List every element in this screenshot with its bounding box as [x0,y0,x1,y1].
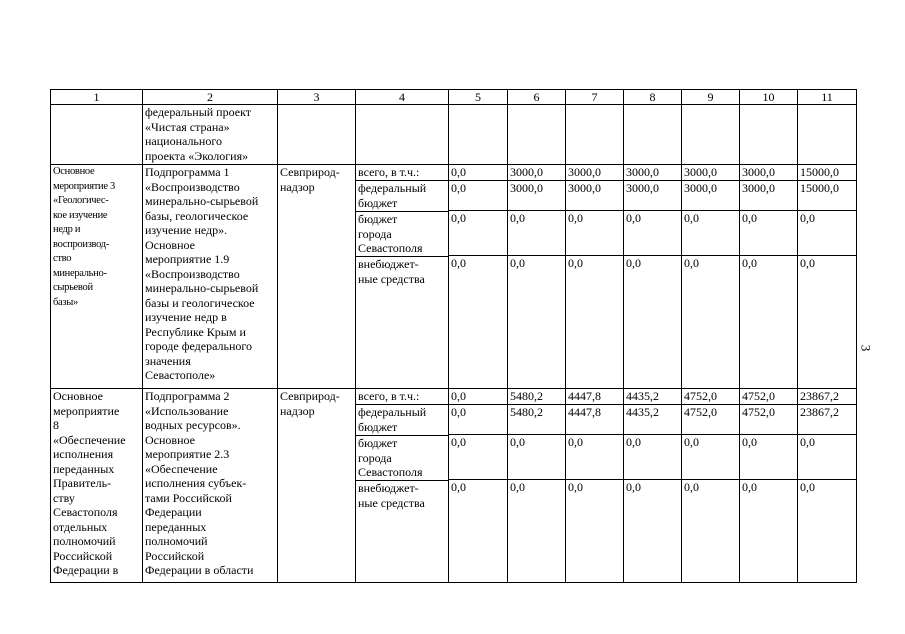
block1-v8-extra: 0,0 [626,255,641,270]
block2-v7-federal: 4447,8 [566,405,623,435]
block1-v5-city: 0,0 [449,211,507,256]
block2-v5-federal: 0,0 [449,405,507,435]
block2-v10-extra: 0,0 [742,479,757,494]
block2-v5-extra: 0,0 [451,479,466,494]
block1-row [51,165,857,389]
block2-col10-cell [740,389,798,583]
block1-col10-cell [740,165,798,389]
block2-v7-total: 4447,8 [566,389,623,405]
header-col-5: 5 [449,90,508,105]
block1-v6-federal: 3000,0 [508,181,565,211]
block1-col9-cell [682,165,740,389]
header-col-11: 11 [798,90,857,105]
block2-v9-total: 4752,0 [682,389,739,405]
continuation-row [51,105,857,165]
block2-source-federal: федеральный бюджет [356,405,448,436]
block1-activity-text: Основное мероприятие 3 «Геологичес- кое изучение недр и воспроизвод- ство минерально- сырьевой базы» [53,166,115,308]
header-col-7: 7 [566,90,624,105]
block1-v7-federal: 3000,0 [566,181,623,211]
block2-source-total: всего, в т.ч.: [356,389,448,405]
block1-v6-city: 0,0 [508,211,565,256]
block2-v11-total: 23867,2 [798,389,856,405]
block2-v10-federal: 4752,0 [740,405,797,435]
header-col-9: 9 [682,90,740,105]
block1-col7-cell [566,165,624,389]
block2-activity-text: Основное мероприятие 8 «Обеспечение исполнения переданных Правитель- ству Севастополя отдельных полномочий Российской Федерации в [53,389,126,577]
block2-v9-city: 0,0 [682,435,739,480]
header-col-1: 1 [51,90,143,105]
header-col-6: 6 [508,90,566,105]
block2-col7-cell [566,389,624,583]
block2-v6-extra: 0,0 [510,479,525,494]
block2-v6-total: 5480,2 [508,389,565,405]
block2-v8-total: 4435,2 [624,389,681,405]
block1-v11-extra: 0,0 [800,255,815,270]
continuation-col-1 [51,105,143,165]
block1-v8-city: 0,0 [624,211,681,256]
block2-v7-extra: 0,0 [568,479,583,494]
block1-v7-total: 3000,0 [566,165,623,181]
block2-v11-extra: 0,0 [800,479,815,494]
block1-v11-city: 0,0 [798,211,856,256]
block2-v9-federal: 4752,0 [682,405,739,435]
block1-v6-total: 3000,0 [508,165,565,181]
block1-col8-cell [624,165,682,389]
block1-source-federal: федеральный бюджет [356,181,448,212]
block1-executor-text: Севприрод- надзор [280,165,340,194]
block2-v6-federal: 5480,2 [508,405,565,435]
block2-sources-cell [356,389,449,583]
block2-v11-city: 0,0 [798,435,856,480]
block1-source-total: всего, в т.ч.: [356,165,448,181]
block1-v11-total: 15000,0 [798,165,856,181]
continuation-program-cell [143,105,278,165]
block2-v9-extra: 0,0 [684,479,699,494]
header-row [51,90,857,105]
block1-v7-city: 0,0 [566,211,623,256]
block1-v9-extra: 0,0 [684,255,699,270]
block1-activity-cell [51,165,143,389]
block1-v10-extra: 0,0 [742,255,757,270]
block1-v8-federal: 3000,0 [624,181,681,211]
header-col-10: 10 [740,90,798,105]
block2-v10-total: 4752,0 [740,389,797,405]
block2-row [51,389,857,583]
block1-v11-federal: 15000,0 [798,181,856,211]
header-col-2: 2 [143,90,278,105]
block2-source-city: бюджет города Севастополя [356,436,448,481]
block1-v9-total: 3000,0 [682,165,739,181]
block2-col6-cell [508,389,566,583]
page-number: 3 [858,344,874,352]
block2-v8-extra: 0,0 [626,479,641,494]
block1-sources-cell [356,165,449,389]
block1-v5-total: 0,0 [449,165,507,181]
block1-v6-extra: 0,0 [510,255,525,270]
block1-v10-total: 3000,0 [740,165,797,181]
block1-v5-federal: 0,0 [449,181,507,211]
block1-v9-federal: 3000,0 [682,181,739,211]
block1-v5-extra: 0,0 [451,255,466,270]
block1-col11-cell [798,165,857,389]
block2-col8-cell [624,389,682,583]
block2-v6-city: 0,0 [508,435,565,480]
block1-v9-city: 0,0 [682,211,739,256]
block1-v7-extra: 0,0 [568,255,583,270]
block2-col11-cell [798,389,857,583]
block2-v7-city: 0,0 [566,435,623,480]
block1-v10-city: 0,0 [740,211,797,256]
block2-col5-cell [449,389,508,583]
block1-v8-total: 3000,0 [624,165,681,181]
block1-col6-cell [508,165,566,389]
block1-program-text: Подпрограмма 1 «Воспроизводство минерально-сырьевой базы, геологическое изучение недр». Основное мероприятие 1.9 «Воспроизводство минерально-сырьевой базы и геологическое изучение недр в Республике Крым и городе федерального значения Севастополе» [145,165,259,382]
block2-program-cell [143,389,278,583]
header-col-4: 4 [356,90,449,105]
funding-table [50,89,857,583]
block1-program-cell [143,165,278,389]
block2-executor-cell [278,389,356,583]
block2-v5-total: 0,0 [449,389,507,405]
block2-program-text: Подпрограмма 2 «Использование водных ресурсов». Основное мероприятие 2.3 «Обеспечение исполнения субъек- тами Российской Федерации переданных полномочий Российской Федерации в области [145,389,254,577]
continuation-program-text: федеральный проект «Чистая страна» национального проекта «Экология» [145,105,251,163]
block2-v10-city: 0,0 [740,435,797,480]
header-col-3: 3 [278,90,356,105]
block1-col5-cell [449,165,508,389]
block2-executor-text: Севприрод- надзор [280,389,340,418]
block2-activity-cell [51,389,143,583]
header-col-8: 8 [624,90,682,105]
block1-executor-cell [278,165,356,389]
block2-v8-city: 0,0 [624,435,681,480]
block1-v10-federal: 3000,0 [740,181,797,211]
block1-source-extra: внебюджет- ные средства [358,257,425,286]
block1-source-city: бюджет города Севастополя [356,212,448,257]
block2-v11-federal: 23867,2 [798,405,856,435]
block2-source-extra: внебюджет- ные средства [358,481,425,510]
block2-v8-federal: 4435,2 [624,405,681,435]
block2-v5-city: 0,0 [449,435,507,480]
block2-col9-cell [682,389,740,583]
